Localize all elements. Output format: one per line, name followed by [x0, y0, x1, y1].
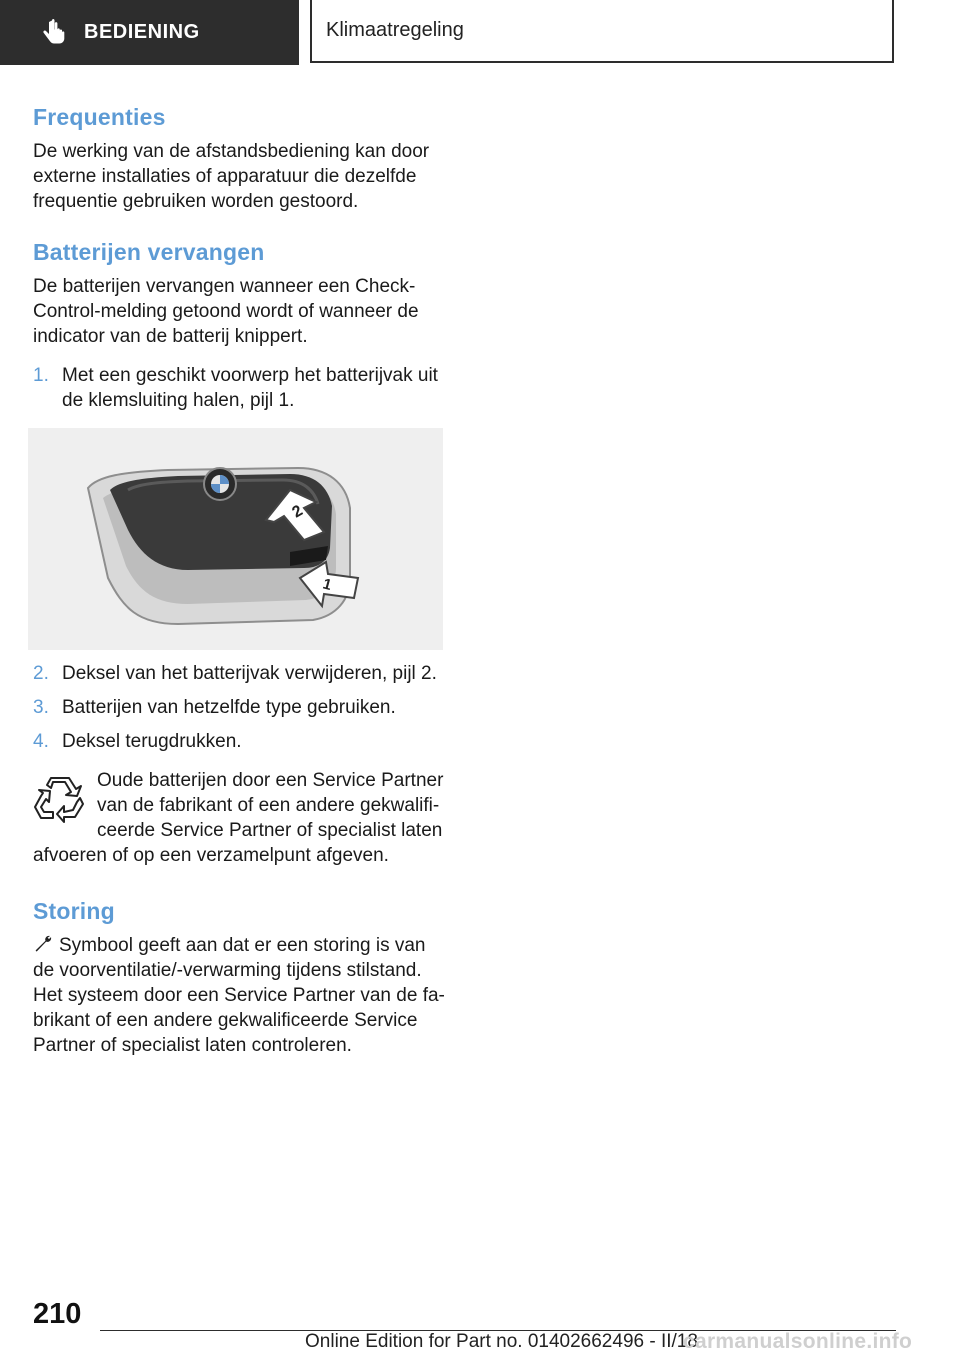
svg-text:2: 2 [289, 502, 306, 522]
step-number: 4. [33, 731, 49, 752]
storing-section [33, 898, 448, 1058]
storing-heading: Storing [33, 898, 115, 924]
storing-body: Symbool geeft aan dat er een storing is van de voorventilatie/-verwarming tijdens stilstand. Het systeem door een Service Partner van de fabrikant of een andere gekwalificeerde Service Partner of specialist laten controleren. [33, 935, 445, 1056]
page-number: 210 [33, 1298, 82, 1330]
list-item [33, 695, 448, 720]
watermark: carmanualsonline.info [683, 1330, 913, 1353]
frequenties-heading: Frequenties [33, 104, 166, 130]
hand-pointer-icon [40, 19, 68, 47]
recycle-note-text: Oude batterijen door een Service Partner van de fabrikant of een andere gekwalificeerde Service Partner of specialist laten afvoeren of op een verzamelpunt afgeven. [33, 770, 444, 866]
frequenties-section [33, 104, 448, 214]
list-item [33, 661, 448, 686]
batterijen-steps-continued [33, 661, 448, 868]
step-number: 3. [33, 697, 49, 718]
recycle-icon [33, 774, 85, 826]
section-label: BEDIENING [84, 21, 200, 43]
key-fob-figure [28, 428, 443, 650]
wrench-icon [33, 934, 53, 954]
edition-text: Online Edition for Part no. 01402662496 - II/18 [305, 1331, 698, 1352]
recycle-note [33, 768, 448, 868]
frequenties-body: De werking van de afstandsbediening kan door externe installaties of apparatuur die dezelfde frequentie gebruiken worden gestoord. [33, 141, 430, 212]
step-text: Met een geschikt voorwerp het batterijvak uit de klemsluiting halen, pijl 1. [62, 365, 438, 411]
storing-body-wrapper [33, 933, 448, 1058]
step-text: Deksel van het batterijvak verwijderen, pijl 2. [62, 663, 437, 684]
chapter-tab [310, 0, 894, 63]
batterijen-section [33, 239, 448, 413]
step-number: 2. [33, 663, 49, 684]
step-text: Deksel terugdrukken. [62, 731, 242, 752]
step-number: 1. [33, 365, 49, 386]
svg-text:1: 1 [320, 575, 334, 595]
section-tab [0, 0, 299, 65]
batterijen-intro: De batterijen vervangen wanneer een Check-Control-melding getoond wordt of wanneer de indicator van de batterij knippert. [33, 276, 419, 347]
key-fob-illustration [28, 428, 443, 650]
batterijen-heading: Batterijen vervangen [33, 239, 265, 265]
list-item [33, 729, 448, 754]
list-item [33, 363, 448, 413]
step-text: Batterijen van hetzelfde type gebruiken. [62, 697, 396, 718]
chapter-label: Klimaatregeling [326, 19, 464, 41]
